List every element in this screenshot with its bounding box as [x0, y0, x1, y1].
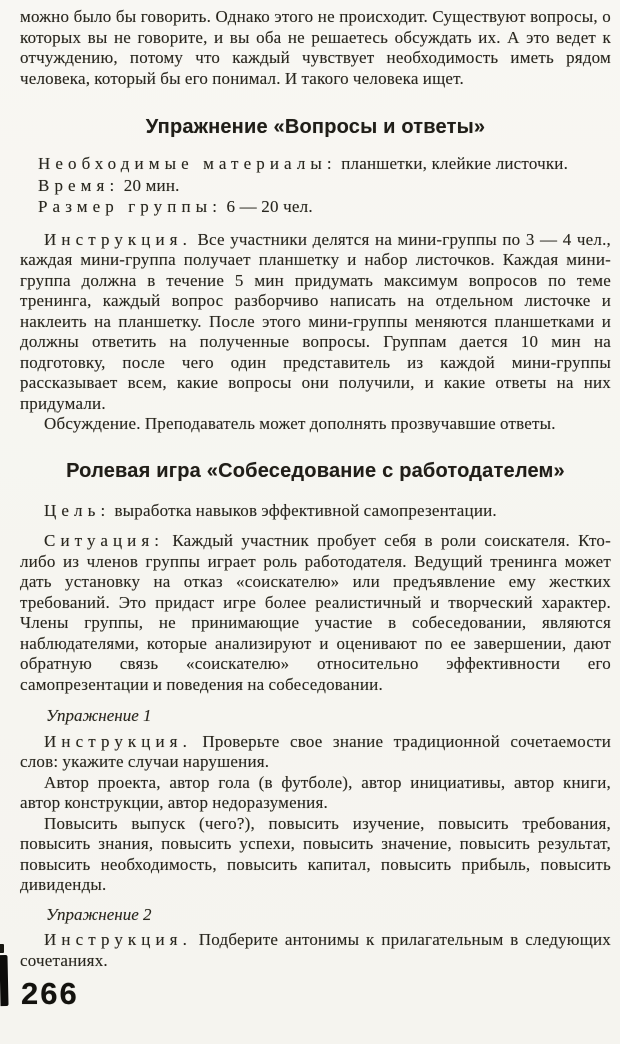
exercise-1-instruction-paragraph — [20, 732, 611, 773]
qa-instruction-text: Все участники делятся на мини-группы по 3 — 4 чел., каждая мини-группа получает планшетку и набор листочков. Каждая мини-группа должна в течение 5 мин придумать максимум вопросов по теме тренинга, каждый вопрос разборчиво написать на отдельном листочке и наклеить на планшетку. После этого мини-группы меняются планшетками и должны ответить на полученные вопросы. Группам дается 10 мин на подготовку, после чего один представитель из каждой мини-группы рассказывает всем, какие вопросы они получили, и какие ответы на них придумали. — [20, 229, 611, 413]
goal-text: выработка навыков эффективной самопрезентации. — [114, 500, 497, 520]
situation-paragraph — [20, 531, 611, 695]
group-size-line — [20, 196, 611, 218]
time-line — [20, 175, 611, 197]
qa-instruction-label: Инструкция. — [44, 229, 192, 249]
materials-label: Необходимые материалы: — [38, 154, 337, 173]
exercise-1-item-2: Повысить выпуск (чего?), повысить изучение, повысить требования, повысить знания, повысить успехи, повысить значение, повысить результат, повысить необходимость, повысить капитал, повысить прибыль, повысить дивиденды. — [20, 813, 611, 894]
qa-instruction-paragraph — [20, 230, 611, 415]
qa-discussion-label: Обсуждение. — [44, 414, 141, 433]
situation-text: Каждый участник пробует себя в роли соискателя. Кто-либо из членов группы играет роль работодателя. Ведущий тренинга может дать установку на отказ «соискателю» или предъявление ему жестких требований. Это придаст игре более реалистичный и творческий характер. Члены группы, не принимающие участие в собеседовании, являются наблюдателями, которые анализируют и оценивают по ее завершении, дают обратную связь «соискателю» относительно эффективности его самопрезентации и поведения на собеседовании. — [20, 531, 611, 694]
exercise-1-instruction-label: Инструкция. — [44, 731, 192, 751]
exercise-2-instruction-paragraph — [20, 930, 611, 971]
scan-artifact-bar — [0, 955, 9, 1006]
role-play-heading: Ролевая игра «Собеседование с работодателем» — [66, 459, 565, 482]
goal-label: Цель: — [44, 500, 111, 520]
exercise-1-title: Упражнение 1 — [46, 706, 152, 725]
scan-artifact-mark — [0, 944, 4, 953]
time-label: Время: — [38, 175, 120, 195]
page-number: 266 — [21, 976, 79, 1011]
exercise-qa-meta — [20, 153, 611, 218]
exercise-2-title: Упражнение 2 — [46, 904, 152, 924]
materials-value: планшетки, клейкие листочки. — [341, 154, 569, 173]
materials-line — [20, 153, 611, 175]
exercise-1-instruction-text: Проверьте свое знание традиционной сочетаемости слов: укажите случаи нарушения. — [20, 731, 611, 771]
exercise-qa-heading: Упражнение «Вопросы и ответы» — [145, 116, 486, 138]
exercise-2-instruction-text: Подберите антонимы к прилагательным в следующих сочетаниях. — [20, 930, 611, 970]
intro-paragraph: можно было бы говорить. Однако этого не происходит. Существуют вопросы, о которых вы не говорите, и вы оба не решаетесь обсуждать их. А это ведет к отчуждению, потому что каждый чувствует необходимость иметь рядом человека, который бы его понимал. И такого человека ищет. — [20, 7, 611, 88]
time-value: 20 мин. — [123, 175, 180, 195]
exercise-1-item-1: Автор проекта, автор гола (в футболе), автор инициативы, автор книги, автор конструкции, автор недоразумения. — [20, 772, 611, 812]
group-size-value: 6 — 20 чел. — [226, 197, 313, 216]
situation-label: Ситуация: — [44, 531, 165, 550]
qa-discussion-paragraph — [20, 414, 611, 435]
exercise-2-instruction-label: Инструкция. — [44, 930, 192, 949]
goal-paragraph — [20, 501, 611, 522]
qa-discussion-text: Преподаватель может дополнять прозвучавшие ответы. — [144, 414, 556, 433]
group-size-label: Размер группы: — [38, 197, 223, 216]
